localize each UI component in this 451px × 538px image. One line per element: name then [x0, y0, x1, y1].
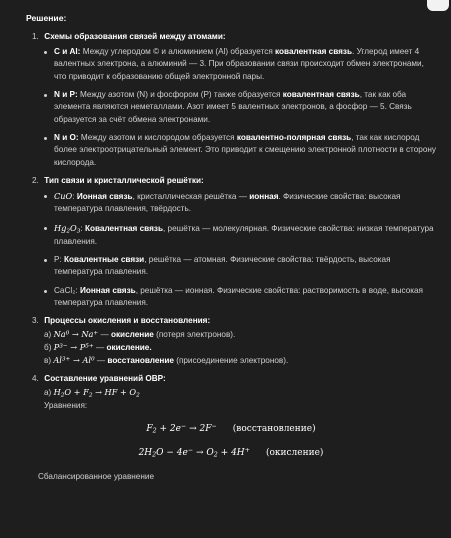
list-item — [44, 89, 436, 126]
bond-list — [26, 46, 436, 169]
item-bold: Ковалентные связи — [64, 255, 145, 265]
half-equation-reduction: $F_2 + 2e^- \to 2F^-$ (восстановление) — [146, 423, 316, 435]
item-lead: CaCl₂: — [54, 285, 80, 295]
item-lead: N и P: — [54, 90, 78, 100]
item-bold: ковалентно-полярная связь — [236, 132, 352, 142]
redox-line-a: а) $Na^0 \to Na^+$ — окисление (потеря электронов). — [44, 328, 236, 339]
section-number: 3. — [32, 316, 39, 326]
item-bold: ионная — [249, 192, 279, 202]
scroll-button[interactable] — [427, 0, 449, 11]
line-bold: окисление — [110, 329, 154, 339]
top-bar — [0, 0, 451, 12]
redox-line-b: б) $P^{3-} \to P^{5+}$ — окисление. — [44, 341, 152, 352]
section-redox — [26, 315, 436, 367]
section-title — [32, 175, 436, 187]
compound-list — [26, 190, 436, 309]
redox-line-c: в) $Al^{3+} \to Al^0$ — восстановление (присоединение электронов). — [44, 355, 289, 366]
section-number: 2. — [32, 175, 39, 185]
redox-lines — [26, 328, 436, 368]
section-title — [32, 315, 436, 327]
line-prefix: б) — [44, 342, 54, 352]
section-title — [32, 31, 436, 43]
half-equation-oxidation: $2H_2O - 4e^- \to O_2 + 4H^+$ (окисление) — [138, 447, 324, 459]
balanced-equation-label: Сбалансированное уравнение — [38, 471, 155, 481]
line-text: (потеря электронов). — [153, 329, 236, 339]
formula-al: $Al^{3+} \to Al^0$ — [53, 355, 95, 366]
section-title-text: Составление уравнений ОВР: — [44, 374, 166, 384]
equation-line-a — [44, 386, 436, 400]
item-text: Между азотом (N) и фосфором (P) также образуется — [77, 90, 283, 100]
line-bold: окисление. — [106, 342, 152, 352]
section-number: 1. — [32, 31, 39, 41]
item-bold: Ионная связь — [79, 285, 136, 295]
equation-block — [26, 386, 436, 412]
list-item: $Hg_2O_3$: Ковалентная связь, решётка — молекулярная. Физические свойства: низкая температура плавления. — [44, 222, 436, 248]
line-prefix: а) — [44, 387, 54, 397]
list-item: CuO: Ионная связь, кристаллическая решётка — ионная. Физические свойства: высокая температура плавления, твёрдость. — [44, 190, 436, 216]
list-item — [44, 285, 436, 310]
item-text: , кристаллическая решётка — — [132, 192, 250, 202]
item-text: , так как оба элемента являются неметаллами. Азот имеет 5 валентных электронов, а фосфор — 5. Связь образуется за счёт обмена электронами. — [54, 90, 412, 124]
item-text: , решётка — ионная. Физические свойства: растворимость в воде, высокая температура плавления. — [54, 285, 423, 307]
section-bond-types — [26, 175, 436, 309]
section-bond-schemes — [26, 31, 436, 169]
item-lead: C и Al: — [54, 47, 81, 57]
equations-label: Уравнения: — [44, 400, 88, 410]
section-title-text: Процессы окисления и восстановления: — [44, 316, 211, 326]
formula-p: $P^{3-} \to P^{5+}$ — [53, 341, 94, 352]
line-text: (присоединение электронов). — [173, 356, 289, 366]
formula-na: $Na^0 \to Na^+$ — [53, 328, 99, 339]
section-number: 4. — [32, 374, 39, 384]
equation-note: (восстановление) — [232, 423, 316, 434]
list-item — [44, 132, 436, 169]
list-item — [44, 46, 436, 83]
section-title-text: Тип связи и кристаллической решётки: — [44, 175, 204, 185]
list-item — [44, 254, 436, 279]
item-bold: Ионная связь — [76, 192, 133, 202]
solution-heading: Решение: — [26, 13, 67, 23]
answer-content — [26, 12, 436, 489]
section-title — [32, 373, 436, 385]
item-bold: Ковалентная связь — [84, 223, 163, 233]
formula-reaction: $H_2O + F_2$ → HF + $O_2$ — [53, 386, 140, 399]
equation-note: (окисление) — [265, 448, 324, 459]
section-equations — [26, 373, 436, 483]
item-text: Между углеродом © и алюминием (Al) образуется — [80, 47, 276, 57]
formula-cuo: CuO — [54, 191, 73, 202]
item-text: , решётка — молекулярная. Физические свойства: низкая температура плавления. — [54, 223, 434, 246]
item-text: . Углерод имеет 4 валентных электрона, а алюминий — 3. При образовании связи происходит обмен электронами, что приводит к образованию общей электронной пары. — [54, 47, 424, 81]
formula-hg2o3: $Hg_2O_3$ — [54, 222, 81, 235]
item-text: , так как кислород более электроотрицательный элемент. Это приводит к смещению электронной плотности в сторону кислорода. — [54, 132, 436, 167]
item-bold: ковалентная связь — [275, 47, 353, 57]
item-text: , решётка — атомная. Физические свойства: твёрдость, высокая температура плавления. — [54, 255, 391, 277]
item-text: Между азотом и кислородом образуется — [78, 132, 237, 142]
section-title-text: Схемы образования связей между атомами: — [44, 31, 226, 41]
item-lead: N и O: — [54, 132, 79, 142]
line-bold: восстановление — [107, 356, 174, 366]
item-lead: P: — [54, 255, 65, 265]
line-prefix: а) — [44, 329, 54, 339]
line-prefix: в) — [44, 356, 54, 366]
item-text: . Физические свойства: высокая температура плавления, твёрдость. — [54, 192, 401, 214]
item-bold: ковалентная связь — [282, 90, 360, 100]
